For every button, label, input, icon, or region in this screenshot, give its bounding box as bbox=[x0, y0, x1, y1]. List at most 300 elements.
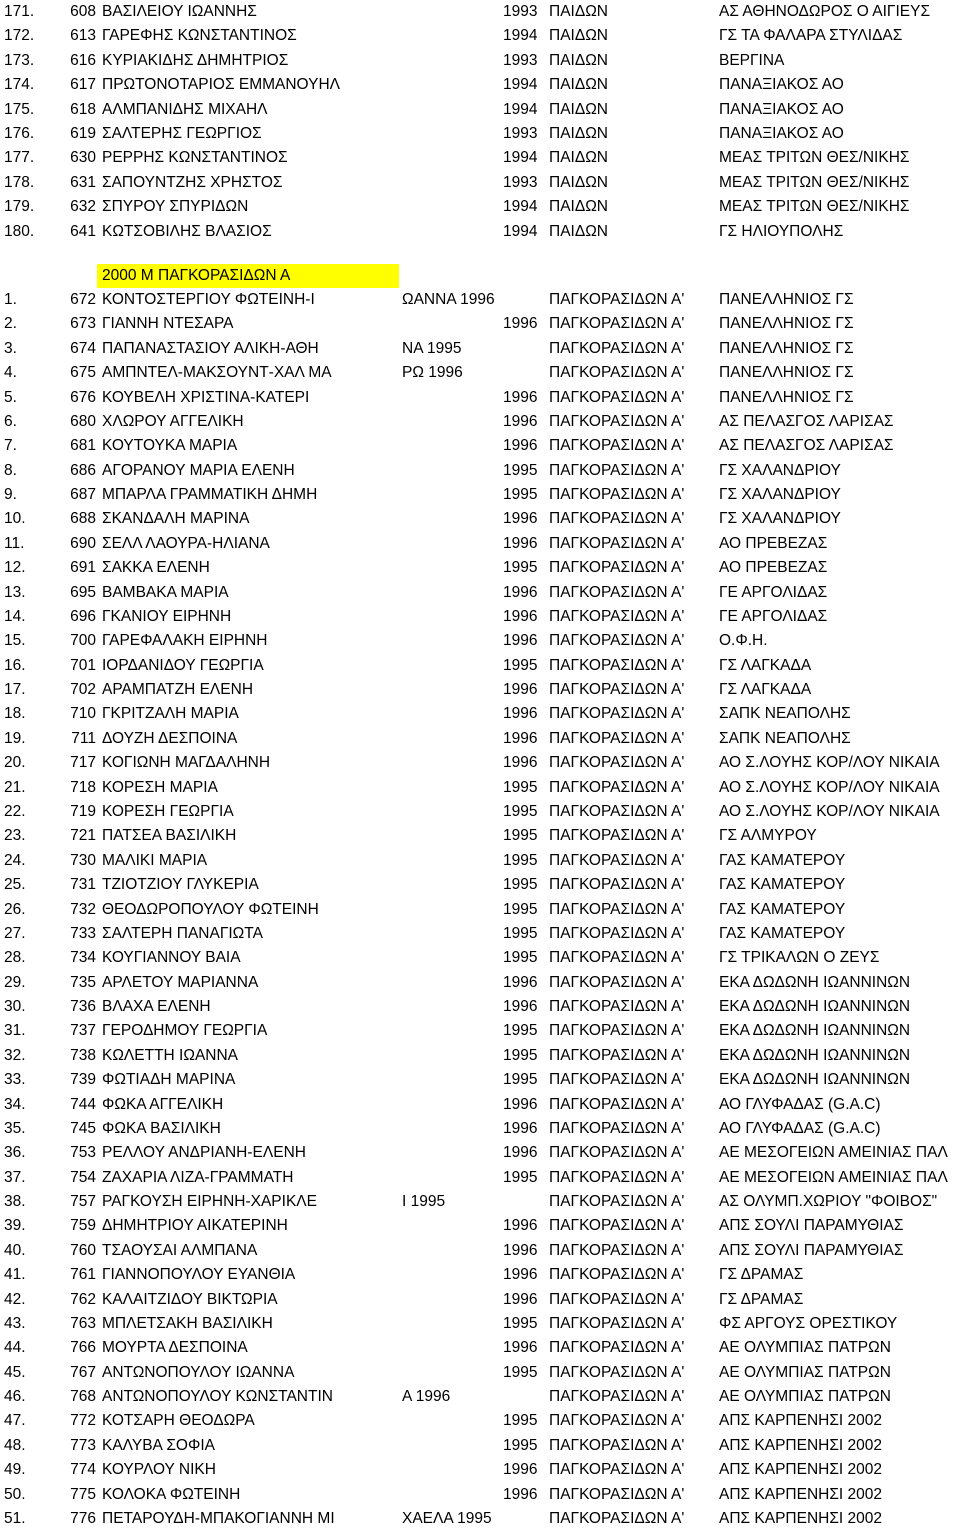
club-name: ΑΕ ΟΛΥΜΠΙΑΣ ΠΑΤΡΩΝ bbox=[719, 1339, 891, 1357]
athlete-name: ΚΩΛΕΤΤΗ ΙΩΑΝΝΑ bbox=[102, 1046, 239, 1064]
row-number: 8. bbox=[4, 461, 17, 479]
athlete-id: 737 bbox=[70, 1022, 96, 1040]
club-name: ΠΑΝΕΛΛΗΝΙΟΣ ΓΣ bbox=[719, 364, 854, 382]
row-number: 33. bbox=[4, 1071, 26, 1089]
row-number: 48. bbox=[4, 1436, 26, 1454]
athlete-name: ΠΑΤΣΕΑ ΒΑΣΙΛΙΚΗ bbox=[102, 827, 237, 845]
club-name: ΑΟ ΓΛΥΦΑΔΑΣ (G.A.C) bbox=[719, 1119, 881, 1137]
athlete-id: 762 bbox=[70, 1290, 96, 1308]
club-name: ΕΚΑ ΔΩΔΩΝΗ ΙΩΑΝΝΙΝΩΝ bbox=[719, 1071, 911, 1089]
club-name: ΑΟ ΠΡΕΒΕΖΑΣ bbox=[719, 559, 828, 577]
age-category: ΠΑΓΚΟΡΑΣΙΔΩΝ Α' bbox=[549, 461, 685, 479]
age-category: ΠΑΓΚΟΡΑΣΙΔΩΝ Α' bbox=[549, 973, 685, 991]
athlete-id: 632 bbox=[70, 198, 96, 216]
age-category: ΠΑΓΚΟΡΑΣΙΔΩΝ Α' bbox=[549, 1388, 685, 1406]
age-category: ΠΑΓΚΟΡΑΣΙΔΩΝ Α' bbox=[549, 998, 685, 1016]
birth-year: 1996 bbox=[503, 681, 538, 699]
athlete-id: 680 bbox=[70, 412, 96, 430]
athlete-name: ΠΑΠΑΝΑΣΤΑΣΙΟΥ ΑΛΙΚΗ-ΑΘΗ bbox=[102, 339, 319, 357]
club-name: ΑΠΣ ΚΑΡΠΕΝΗΣΙ 2002 bbox=[719, 1412, 883, 1430]
birth-year: 1996 bbox=[503, 1339, 538, 1357]
birth-year: 1995 bbox=[503, 559, 538, 577]
club-name: ΜΕΑΣ ΤΡΙΤΩΝ ΘΕΣ/ΝΙΚΗΣ bbox=[719, 173, 910, 191]
age-category: ΠΑΙΔΩΝ bbox=[549, 198, 608, 216]
table-row bbox=[0, 24, 960, 48]
club-name: ΓΣ ΑΛΜΥΡΟΥ bbox=[719, 827, 817, 845]
table-row bbox=[0, 1385, 960, 1409]
club-name: ΓΕ ΑΡΓΟΛΙΔΑΣ bbox=[719, 607, 828, 625]
athlete-name: ΑΝΤΩΝΟΠΟΥΛΟΥ ΙΩΑΝΝΑ bbox=[102, 1363, 295, 1381]
row-number: 16. bbox=[4, 656, 26, 674]
table-row bbox=[0, 1239, 960, 1263]
athlete-name: ΚΑΛΥΒΑ ΣΟΦΙΑ bbox=[102, 1436, 215, 1454]
age-category: ΠΑΓΚΟΡΑΣΙΔΩΝ Α' bbox=[549, 656, 685, 674]
athlete-id: 695 bbox=[70, 583, 96, 601]
age-category: ΠΑΓΚΟΡΑΣΙΔΩΝ Α' bbox=[549, 1485, 685, 1503]
club-name: ΓΣ ΧΑΛΑΝΔΡΙΟΥ bbox=[719, 486, 841, 504]
table-row bbox=[0, 898, 960, 922]
age-category: ΠΑΓΚΟΡΑΣΙΔΩΝ Α' bbox=[549, 924, 685, 942]
athlete-id: 688 bbox=[70, 510, 96, 528]
athlete-id: 753 bbox=[70, 1144, 96, 1162]
row-number: 46. bbox=[4, 1388, 26, 1406]
birth-year: 1993 bbox=[503, 3, 538, 20]
name-overflow-and-year: Α 1996 bbox=[402, 1388, 451, 1406]
club-name: ΓΣ ΧΑΛΑΝΔΡΙΟΥ bbox=[719, 510, 841, 528]
name-overflow-and-year: ΡΩ 1996 bbox=[402, 364, 463, 382]
birth-year: 1995 bbox=[503, 1022, 538, 1040]
row-number: 45. bbox=[4, 1363, 26, 1381]
birth-year: 1994 bbox=[503, 222, 538, 240]
athlete-id: 618 bbox=[70, 100, 96, 118]
table-row bbox=[0, 146, 960, 170]
age-category: ΠΑΓΚΟΡΑΣΙΔΩΝ Α' bbox=[549, 1266, 685, 1284]
row-number: 26. bbox=[4, 900, 26, 918]
birth-year: 1995 bbox=[503, 949, 538, 967]
athlete-id: 733 bbox=[70, 924, 96, 942]
club-name: ΒΕΡΓΙΝΑ bbox=[719, 51, 785, 69]
club-name: ΑΣ ΑΘΗΝΟΔΩΡΟΣ Ο ΑΙΓΙΕΥΣ bbox=[719, 3, 931, 20]
age-category: ΠΑΓΚΟΡΑΣΙΔΩΝ Α' bbox=[549, 412, 685, 430]
athlete-id: 744 bbox=[70, 1095, 96, 1113]
birth-year: 1995 bbox=[503, 827, 538, 845]
athlete-id: 687 bbox=[70, 486, 96, 504]
birth-year: 1995 bbox=[503, 1363, 538, 1381]
age-category: ΠΑΙΔΩΝ bbox=[549, 125, 608, 142]
age-category: ΠΑΓΚΟΡΑΣΙΔΩΝ Α' bbox=[549, 291, 685, 308]
club-name: ΑΠΣ ΚΑΡΠΕΝΗΣΙ 2002 bbox=[719, 1485, 883, 1503]
table-row bbox=[0, 629, 960, 653]
row-number: 13. bbox=[4, 583, 26, 601]
athlete-name: ΣΕΛΛ ΛΑΟΥΡΑ-ΗΛΙΑΝΑ bbox=[102, 534, 270, 552]
row-number: 19. bbox=[4, 729, 26, 747]
row-number: 178. bbox=[4, 173, 35, 191]
athlete-name: ΡΑΓΚΟΥΣΗ ΕΙΡΗΝΗ-ΧΑΡΙΚΛΕ bbox=[102, 1193, 317, 1211]
athlete-id: 711 bbox=[71, 729, 96, 747]
age-category: ΠΑΙΔΩΝ bbox=[549, 27, 608, 45]
club-name: ΓΣ ΤΡΙΚΑΛΩΝ Ο ΖΕΥΣ bbox=[719, 949, 880, 967]
age-category: ΠΑΓΚΟΡΑΣΙΔΩΝ Α' bbox=[549, 1290, 685, 1308]
athlete-name: ΚΟΥΓΙΑΝΝΟΥ ΒΑΙΑ bbox=[102, 949, 241, 967]
table-row bbox=[0, 1093, 960, 1117]
birth-year: 1995 bbox=[503, 851, 538, 869]
birth-year: 1995 bbox=[503, 1168, 538, 1186]
athlete-id: 732 bbox=[70, 900, 96, 918]
row-number: 179. bbox=[4, 198, 35, 216]
table-row bbox=[0, 312, 960, 336]
birth-year: 1996 bbox=[503, 510, 538, 528]
table-row bbox=[0, 73, 960, 97]
table-row bbox=[0, 1409, 960, 1433]
row-number: 6. bbox=[4, 412, 17, 430]
age-category: ΠΑΓΚΟΡΑΣΙΔΩΝ Α' bbox=[549, 754, 685, 772]
table-row bbox=[0, 581, 960, 605]
athlete-id: 739 bbox=[70, 1071, 96, 1089]
age-category: ΠΑΓΚΟΡΑΣΙΔΩΝ Α' bbox=[549, 583, 685, 601]
athlete-name: ΓΚΑΝΙΟΥ ΕΙΡΗΝΗ bbox=[102, 607, 232, 625]
row-number: 51. bbox=[4, 1510, 26, 1527]
athlete-id: 673 bbox=[70, 315, 96, 333]
row-number: 35. bbox=[4, 1119, 26, 1137]
birth-year: 1996 bbox=[503, 705, 538, 723]
athlete-name: ΜΠΑΡΛΑ ΓΡΑΜΜΑΤΙΚΗ ΔΗΜΗ bbox=[102, 486, 318, 504]
table-row bbox=[0, 1434, 960, 1458]
birth-year: 1993 bbox=[503, 125, 538, 142]
athlete-id: 631 bbox=[70, 173, 96, 191]
table-row bbox=[0, 171, 960, 195]
athlete-name: ΔΗΜΗΤΡΙΟΥ ΑΙΚΑΤΕΡΙΝΗ bbox=[102, 1217, 288, 1235]
birth-year: 1994 bbox=[503, 100, 538, 118]
birth-year: 1995 bbox=[503, 1412, 538, 1430]
athlete-name: ΡΕΛΛΟΥ ΑΝΔΡΙΑΝΗ-ΕΛΕΝΗ bbox=[102, 1144, 306, 1162]
athlete-id: 774 bbox=[70, 1461, 96, 1479]
age-category: ΠΑΓΚΟΡΑΣΙΔΩΝ Α' bbox=[549, 729, 685, 747]
athlete-id: 691 bbox=[70, 559, 96, 577]
age-category: ΠΑΓΚΟΡΑΣΙΔΩΝ Α' bbox=[549, 705, 685, 723]
age-category: ΠΑΓΚΟΡΑΣΙΔΩΝ Α' bbox=[549, 510, 685, 528]
age-category: ΠΑΓΚΟΡΑΣΙΔΩΝ Α' bbox=[549, 802, 685, 820]
athlete-name: ΠΡΩΤΟΝΟΤΑΡΙΟΣ ΕΜΜΑΝΟΥΗΛ bbox=[102, 76, 340, 94]
table-row bbox=[0, 873, 960, 897]
row-number: 11. bbox=[4, 534, 25, 552]
club-name: ΑΕ ΟΛΥΜΠΙΑΣ ΠΑΤΡΩΝ bbox=[719, 1363, 891, 1381]
row-number: 47. bbox=[4, 1412, 26, 1430]
birth-year: 1996 bbox=[503, 1485, 538, 1503]
row-number: 22. bbox=[4, 802, 26, 820]
club-name: ΓΣ ΗΛΙΟΥΠΟΛΗΣ bbox=[719, 222, 844, 240]
athlete-name: ΓΕΡΟΔΗΜΟΥ ΓΕΩΡΓΙΑ bbox=[102, 1022, 268, 1040]
athlete-id: 701 bbox=[70, 656, 96, 674]
table-row bbox=[0, 1507, 960, 1531]
age-category: ΠΑΓΚΟΡΑΣΙΔΩΝ Α' bbox=[549, 437, 685, 455]
row-number: 24. bbox=[4, 851, 26, 869]
age-category: ΠΑΓΚΟΡΑΣΙΔΩΝ Α' bbox=[549, 1241, 685, 1259]
athlete-name: ΓΚΡΙΤΖΑΛΗ ΜΑΡΙΑ bbox=[102, 705, 239, 723]
athlete-id: 760 bbox=[70, 1241, 96, 1259]
row-number: 32. bbox=[4, 1046, 26, 1064]
birth-year: 1996 bbox=[503, 632, 538, 650]
athlete-name: ΣΠΥΡΟΥ ΣΠΥΡΙΔΩΝ bbox=[102, 198, 249, 216]
age-category: ΠΑΓΚΟΡΑΣΙΔΩΝ Α' bbox=[549, 827, 685, 845]
athlete-name: ΚΟΥΤΟΥΚΑ ΜΑΡΙΑ bbox=[102, 437, 238, 455]
table-row bbox=[0, 532, 960, 556]
club-name: ΓΣ ΛΑΓΚΑΔΑ bbox=[719, 681, 812, 699]
row-number: 175. bbox=[4, 100, 35, 118]
table-row bbox=[0, 751, 960, 775]
birth-year: 1996 bbox=[503, 729, 538, 747]
row-number: 28. bbox=[4, 949, 26, 967]
row-number: 41. bbox=[4, 1266, 26, 1284]
row-number: 9. bbox=[4, 486, 17, 504]
age-category: ΠΑΓΚΟΡΑΣΙΔΩΝ Α' bbox=[549, 949, 685, 967]
table-row bbox=[0, 1361, 960, 1385]
birth-year: 1996 bbox=[503, 607, 538, 625]
table-row bbox=[0, 122, 960, 146]
row-number: 30. bbox=[4, 998, 26, 1016]
row-number: 171. bbox=[4, 3, 35, 20]
athlete-name: ΑΝΤΩΝΟΠΟΥΛΟΥ ΚΩΝΣΤΑΝΤΙΝ bbox=[102, 1388, 333, 1406]
row-number: 49. bbox=[4, 1461, 26, 1479]
club-name: ΠΑΝΑΞΙΑΚΟΣ ΑΟ bbox=[719, 100, 844, 118]
table-row bbox=[0, 702, 960, 726]
row-number: 39. bbox=[4, 1217, 26, 1235]
table-row bbox=[0, 605, 960, 629]
birth-year: 1996 bbox=[503, 315, 538, 333]
club-name: ΣΑΠΚ ΝΕΑΠΟΛΗΣ bbox=[719, 729, 851, 747]
club-name: ΓΣ ΤΑ ΦΑΛΑΡΑ ΣΤΥΛΙΔΑΣ bbox=[719, 27, 903, 45]
athlete-name: ΓΙΑΝΝΟΠΟΥΛΟΥ ΕΥΑΝΘΙΑ bbox=[102, 1266, 296, 1284]
club-name: ΠΑΝΕΛΛΗΝΙΟΣ ΓΣ bbox=[719, 315, 854, 333]
birth-year: 1995 bbox=[503, 461, 538, 479]
athlete-id: 696 bbox=[70, 607, 96, 625]
athlete-name: ΔΟΥΖΗ ΔΕΣΠΟΙΝΑ bbox=[102, 729, 238, 747]
birth-year: 1996 bbox=[503, 1241, 538, 1259]
birth-year: 1995 bbox=[503, 924, 538, 942]
birth-year: 1996 bbox=[503, 388, 538, 406]
athlete-name: ΑΡΛΕΤΟΥ ΜΑΡΙΑΝΝΑ bbox=[102, 973, 259, 991]
club-name: ΕΚΑ ΔΩΔΩΝΗ ΙΩΑΝΝΙΝΩΝ bbox=[719, 998, 911, 1016]
age-category: ΠΑΓΚΟΡΑΣΙΔΩΝ Α' bbox=[549, 1144, 685, 1162]
age-category: ΠΑΙΔΩΝ bbox=[549, 149, 608, 167]
row-number: 18. bbox=[4, 705, 26, 723]
birth-year: 1996 bbox=[503, 437, 538, 455]
table-row bbox=[0, 386, 960, 410]
table-row bbox=[0, 971, 960, 995]
table-row bbox=[0, 1288, 960, 1312]
athlete-name: ΖΑΧΑΡΙΑ ΛΙΖΑ-ΓΡΑΜΜΑΤΗ bbox=[102, 1168, 294, 1186]
club-name: ΑΟ Σ.ΛΟΥΗΣ ΚΟΡ/ΛΟΥ ΝΙΚΑΙΑ bbox=[719, 802, 940, 820]
table-row bbox=[0, 220, 960, 244]
table-row bbox=[0, 49, 960, 73]
club-name: ΓΣ ΔΡΑΜΑΣ bbox=[719, 1290, 804, 1308]
birth-year: 1994 bbox=[503, 149, 538, 167]
table-row bbox=[0, 0, 960, 24]
row-number: 1. bbox=[4, 291, 17, 308]
athlete-name: ΚΟΤΣΑΡΗ ΘΕΟΔΩΡΑ bbox=[102, 1412, 255, 1430]
section-header-label: 2000 Μ ΠΑΓΚΟΡΑΣΙΔΩΝ Α bbox=[102, 267, 291, 284]
table-row bbox=[0, 507, 960, 531]
table-row bbox=[0, 946, 960, 970]
athlete-id: 641 bbox=[70, 222, 96, 240]
athlete-id: 675 bbox=[70, 364, 96, 382]
club-name: ΑΣ ΟΛΥΜΠ.ΧΩΡΙΟΥ "ΦΟΙΒΟΣ" bbox=[719, 1193, 938, 1211]
athlete-id: 710 bbox=[70, 705, 96, 723]
table-row bbox=[0, 727, 960, 751]
birth-year: 1996 bbox=[503, 412, 538, 430]
athlete-id: 731 bbox=[70, 876, 96, 894]
table-row bbox=[0, 654, 960, 678]
age-category: ΠΑΓΚΟΡΑΣΙΔΩΝ Α' bbox=[549, 632, 685, 650]
club-name: Ο.Φ.Η. bbox=[719, 632, 768, 650]
birth-year: 1995 bbox=[503, 1071, 538, 1089]
row-number: 17. bbox=[4, 681, 26, 699]
athlete-id: 734 bbox=[70, 949, 96, 967]
club-name: ΓΑΣ ΚΑΜΑΤΕΡΟΥ bbox=[719, 924, 846, 942]
row-number: 12. bbox=[4, 559, 26, 577]
athlete-id: 619 bbox=[70, 125, 96, 142]
athlete-name: ΓΑΡΕΦΗΣ ΚΩΝΣΤΑΝΤΙΝΟΣ bbox=[102, 27, 297, 45]
club-name: ΕΚΑ ΔΩΔΩΝΗ ΙΩΑΝΝΙΝΩΝ bbox=[719, 1022, 911, 1040]
athlete-name: ΑΜΠΝΤΕΛ-ΜΑΚΣΟΥΝΤ-ΧΑΛ ΜΑ bbox=[102, 364, 332, 382]
athlete-name: ΚΟΡΕΣΗ ΜΑΡΙΑ bbox=[102, 778, 218, 796]
birth-year: 1995 bbox=[503, 1314, 538, 1332]
row-number: 38. bbox=[4, 1193, 26, 1211]
athlete-name: ΒΑΜΒΑΚΑ ΜΑΡΙΑ bbox=[102, 583, 229, 601]
row-number: 23. bbox=[4, 827, 26, 845]
table-row bbox=[0, 1263, 960, 1287]
age-category: ΠΑΓΚΟΡΑΣΙΔΩΝ Α' bbox=[549, 486, 685, 504]
age-category: ΠΑΙΔΩΝ bbox=[549, 100, 608, 118]
table-row bbox=[0, 361, 960, 385]
club-name: ΑΠΣ ΚΑΡΠΕΝΗΣΙ 2002 bbox=[719, 1461, 883, 1479]
birth-year: 1995 bbox=[503, 802, 538, 820]
section-header-2000m-pagkorasidon bbox=[97, 264, 399, 288]
athlete-id: 681 bbox=[70, 437, 96, 455]
club-name: ΓΑΣ ΚΑΜΑΤΕΡΟΥ bbox=[719, 900, 846, 918]
birth-year: 1996 bbox=[503, 1461, 538, 1479]
athlete-name: ΦΩΤΙΑΔΗ ΜΑΡΙΝΑ bbox=[102, 1071, 236, 1089]
athlete-id: 767 bbox=[70, 1363, 96, 1381]
table-row bbox=[0, 1214, 960, 1238]
club-name: ΓΣ ΧΑΛΑΝΔΡΙΟΥ bbox=[719, 461, 841, 479]
birth-year: 1995 bbox=[503, 1046, 538, 1064]
club-name: ΑΟ ΓΛΥΦΑΔΑΣ (G.A.C) bbox=[719, 1095, 881, 1113]
athlete-id: 617 bbox=[70, 76, 96, 94]
age-category: ΠΑΓΚΟΡΑΣΙΔΩΝ Α' bbox=[549, 1363, 685, 1381]
athlete-name: ΦΩΚΑ ΒΑΣΙΛΙΚΗ bbox=[102, 1119, 221, 1137]
club-name: ΑΟ ΠΡΕΒΕΖΑΣ bbox=[719, 534, 828, 552]
table-row bbox=[0, 459, 960, 483]
club-name: ΑΠΣ ΣΟΥΛΙ ΠΑΡΑΜΥΘΙΑΣ bbox=[719, 1241, 904, 1259]
birth-year: 1995 bbox=[503, 656, 538, 674]
age-category: ΠΑΓΚΟΡΑΣΙΔΩΝ Α' bbox=[549, 1046, 685, 1064]
table-row bbox=[0, 337, 960, 361]
club-name: ΠΑΝΕΛΛΗΝΙΟΣ ΓΣ bbox=[719, 388, 854, 406]
athlete-name: ΤΣΑΟΥΣΑΙ ΑΛΜΠΑΝΑ bbox=[102, 1241, 258, 1259]
birth-year: 1995 bbox=[503, 876, 538, 894]
athlete-name: ΚΥΡΙΑΚΙΔΗΣ ΔΗΜΗΤΡΙΟΣ bbox=[102, 51, 289, 69]
row-number: 180. bbox=[4, 222, 35, 240]
club-name: ΑΕ ΟΛΥΜΠΙΑΣ ΠΑΤΡΩΝ bbox=[719, 1388, 891, 1406]
age-category: ΠΑΓΚΟΡΑΣΙΔΩΝ Α' bbox=[549, 681, 685, 699]
birth-year: 1994 bbox=[503, 198, 538, 216]
table-row bbox=[0, 1068, 960, 1092]
row-number: 42. bbox=[4, 1290, 26, 1308]
club-name: ΑΕ ΜΕΣΟΓΕΙΩΝ ΑΜΕΙΝΙΑΣ ΠΑΛ bbox=[719, 1168, 948, 1186]
row-number: 21. bbox=[4, 778, 26, 796]
athlete-id: 718 bbox=[70, 778, 96, 796]
row-number: 173. bbox=[4, 51, 35, 69]
club-name: ΜΕΑΣ ΤΡΙΤΩΝ ΘΕΣ/ΝΙΚΗΣ bbox=[719, 149, 910, 167]
athlete-id: 736 bbox=[70, 998, 96, 1016]
athlete-name: ΚΑΛΑΙΤΖΙΔΟΥ ΒΙΚΤΩΡΙΑ bbox=[102, 1290, 278, 1308]
table-row bbox=[0, 1190, 960, 1214]
row-number: 14. bbox=[4, 607, 26, 625]
athlete-name: ΚΟΛΟΚΑ ΦΩΤΕΙΝΗ bbox=[102, 1485, 241, 1503]
age-category: ΠΑΙΔΩΝ bbox=[549, 76, 608, 94]
club-name: ΑΕ ΜΕΣΟΓΕΙΩΝ ΑΜΕΙΝΙΑΣ ΠΑΛ bbox=[719, 1144, 948, 1162]
athlete-id: 766 bbox=[70, 1339, 96, 1357]
table-row bbox=[0, 678, 960, 702]
athlete-id: 761 bbox=[70, 1266, 96, 1284]
athlete-id: 719 bbox=[70, 802, 96, 820]
age-category: ΠΑΓΚΟΡΑΣΙΔΩΝ Α' bbox=[549, 1314, 685, 1332]
age-category: ΠΑΙΔΩΝ bbox=[549, 51, 608, 69]
athlete-name: ΑΛΜΠΑΝΙΔΗΣ ΜΙΧΑΗΛ bbox=[102, 100, 268, 118]
athlete-name: ΚΟΝΤΟΣΤΕΡΓΙΟΥ ΦΩΤΕΙΝΗ-Ι bbox=[102, 291, 315, 308]
row-number: 15. bbox=[4, 632, 26, 650]
row-number: 2. bbox=[4, 315, 17, 333]
athlete-id: 702 bbox=[70, 681, 96, 699]
athlete-id: 773 bbox=[70, 1436, 96, 1454]
club-name: ΕΚΑ ΔΩΔΩΝΗ ΙΩΑΝΝΙΝΩΝ bbox=[719, 973, 911, 991]
club-name: ΓΑΣ ΚΑΜΑΤΕΡΟΥ bbox=[719, 851, 846, 869]
club-name: ΑΟ Σ.ΛΟΥΗΣ ΚΟΡ/ΛΟΥ ΝΙΚΑΙΑ bbox=[719, 778, 940, 796]
athlete-name: ΧΛΩΡΟΥ ΑΓΓΕΛΙΚΗ bbox=[102, 412, 244, 430]
athlete-name: ΚΟΥΒΕΛΗ ΧΡΙΣΤΙΝΑ-ΚΑΤΕΡΙ bbox=[102, 388, 310, 406]
club-name: ΠΑΝΑΞΙΑΚΟΣ ΑΟ bbox=[719, 76, 844, 94]
club-name: ΕΚΑ ΔΩΔΩΝΗ ΙΩΑΝΝΙΝΩΝ bbox=[719, 1046, 911, 1064]
table-row bbox=[0, 1117, 960, 1141]
athlete-id: 754 bbox=[70, 1168, 96, 1186]
age-category: ΠΑΙΔΩΝ bbox=[549, 173, 608, 191]
row-number: 3. bbox=[4, 339, 17, 357]
birth-year: 1996 bbox=[503, 1290, 538, 1308]
table-row bbox=[0, 1336, 960, 1360]
table-row bbox=[0, 434, 960, 458]
birth-year: 1996 bbox=[503, 998, 538, 1016]
birth-year: 1996 bbox=[503, 534, 538, 552]
athlete-name: ΦΩΚΑ ΑΓΓΕΛΙΚΗ bbox=[102, 1095, 224, 1113]
club-name: ΑΠΣ ΚΑΡΠΕΝΗΣΙ 2002 bbox=[719, 1436, 883, 1454]
athlete-name: ΒΑΣΙΛΕΙΟΥ ΙΩΑΝΝΗΣ bbox=[102, 3, 257, 20]
athlete-name: ΠΕΤΑΡΟΥΔΗ-ΜΠΑΚΟΓΙΑΝΝΗ ΜΙ bbox=[102, 1510, 335, 1527]
athlete-name: ΜΠΛΕΤΣΑΚΗ ΒΑΣΙΛΙΚΗ bbox=[102, 1314, 273, 1332]
age-category: ΠΑΓΚΟΡΑΣΙΔΩΝ Α' bbox=[549, 607, 685, 625]
birth-year: 1993 bbox=[503, 51, 538, 69]
club-name: ΑΟ Σ.ΛΟΥΗΣ ΚΟΡ/ΛΟΥ ΝΙΚΑΙΑ bbox=[719, 754, 940, 772]
name-overflow-and-year: ΩΑΝΝΑ 1996 bbox=[402, 291, 495, 308]
birth-year: 1993 bbox=[503, 173, 538, 191]
club-name: ΓΣ ΔΡΑΜΑΣ bbox=[719, 1266, 804, 1284]
athlete-name: ΜΑΛΙΚΙ ΜΑΡΙΑ bbox=[102, 851, 208, 869]
athlete-id: 721 bbox=[70, 827, 96, 845]
table-row bbox=[0, 1141, 960, 1165]
birth-year: 1995 bbox=[503, 900, 538, 918]
row-number: 43. bbox=[4, 1314, 26, 1332]
birth-year: 1994 bbox=[503, 76, 538, 94]
club-name: ΓΣ ΛΑΓΚΑΔΑ bbox=[719, 656, 812, 674]
